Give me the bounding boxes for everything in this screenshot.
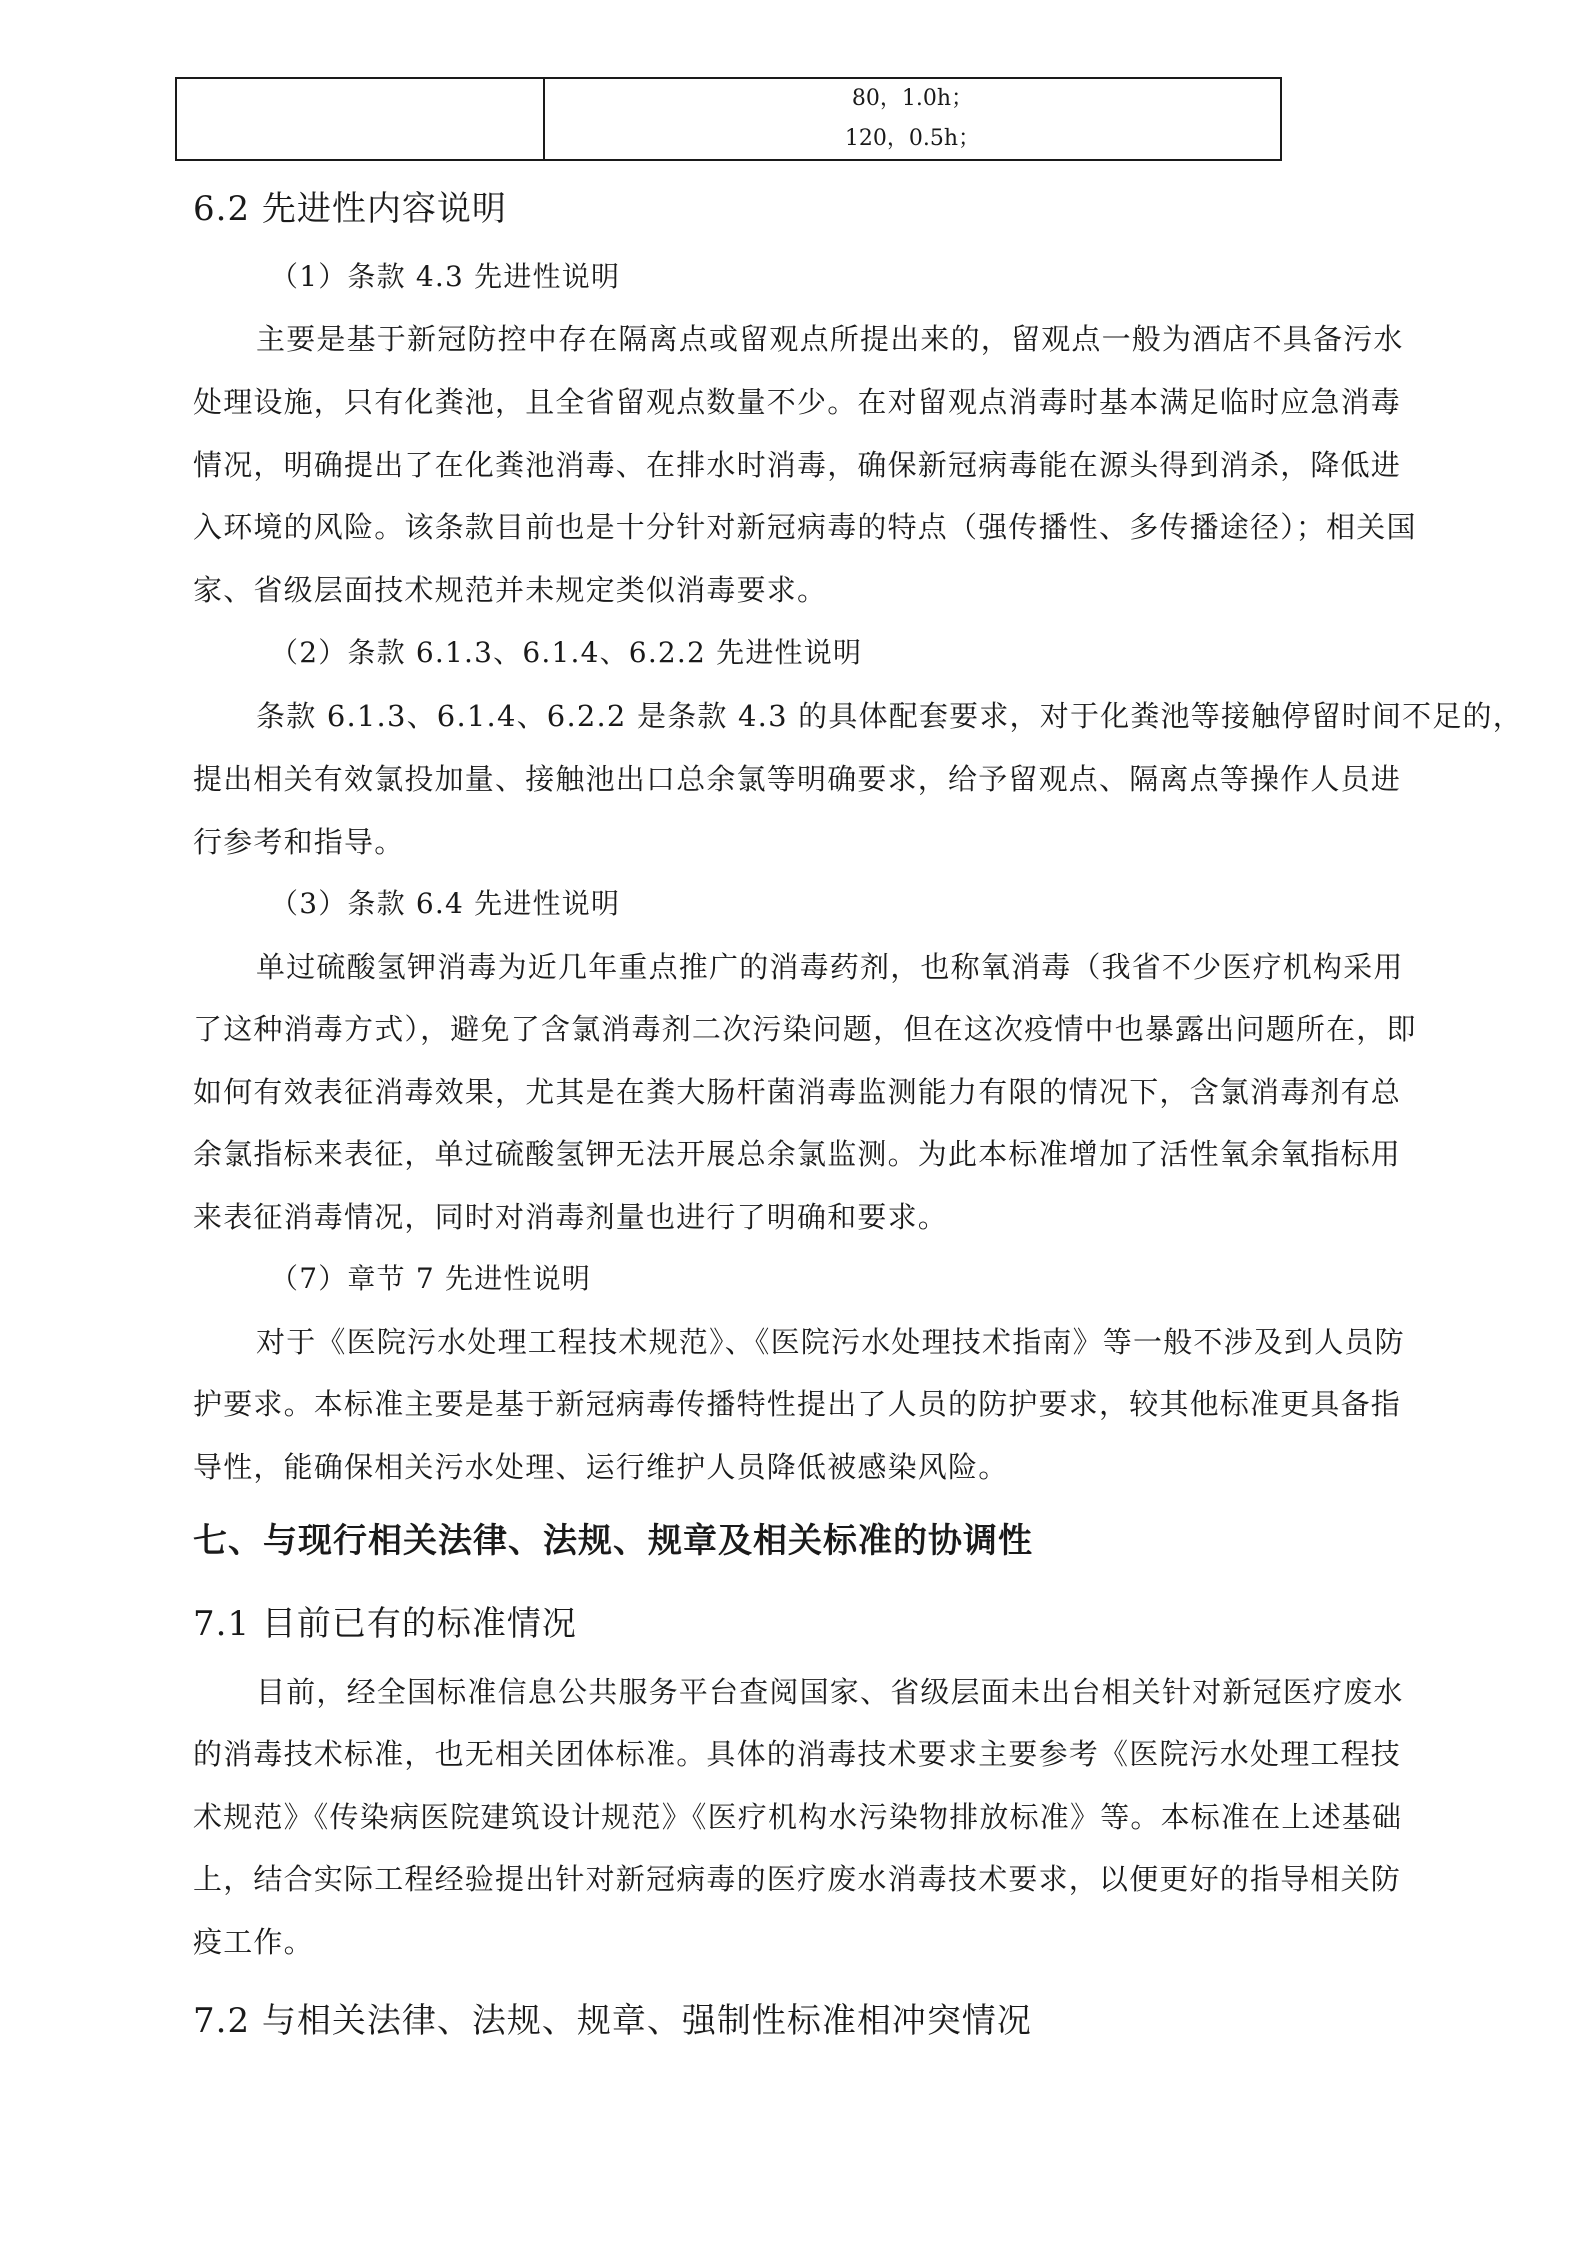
- paragraph-line: 余氯指标来表征，单过硫酸氢钾无法开展总余氯监测。为此本标准增加了活性氧余氧指标用: [193, 1137, 1402, 1171]
- chapter-heading-7: 七、与现行相关法律、法规、规章及相关标准的协调性: [193, 1521, 1033, 1561]
- paragraph-line: 对于《医院污水处理工程技术规范》、《医院污水处理技术指南》等一般不涉及到人员防: [256, 1325, 1405, 1359]
- section-heading-7-1: 7.1 目前已有的标准情况: [193, 1604, 577, 1644]
- section-heading-7-2: 7.2 与相关法律、法规、规章、强制性标准相冲突情况: [193, 2001, 1032, 2041]
- paragraph-line: 来表征消毒情况，同时对消毒剂量也进行了明确和要求。: [193, 1200, 949, 1234]
- paragraph-line: 目前，经全国标准信息公共服务平台查阅国家、省级层面未出台相关针对新冠医疗废水: [256, 1675, 1404, 1709]
- paragraph-line: 了这种消毒方式），避免了含氯消毒剂二次污染问题，但在这次疫情中也暴露出问题所在，即: [193, 1012, 1417, 1046]
- paragraph-line: 条款 6.1.3、6.1.4、6.2.2 是条款 4.3 的具体配套要求，对于化粪池等接触停留时间不足的，: [256, 699, 1523, 733]
- table-cell-empty: [177, 79, 545, 159]
- paragraph-line: 的消毒技术标准，也无相关团体标准。具体的消毒技术要求主要参考《医院污水处理工程技: [193, 1737, 1402, 1771]
- paragraph-line: 行参考和指导。: [193, 825, 405, 859]
- table-fragment: [175, 77, 1282, 161]
- paragraph-line: 导性，能确保相关污水处理、运行维护人员降低被感染风险。: [193, 1450, 1009, 1484]
- paragraph-line: 处理设施，只有化粪池，且全省留观点数量不少。在对留观点消毒时基本满足临时应急消毒: [193, 385, 1402, 419]
- table-cell-values: [545, 79, 1280, 159]
- paragraph-line: 术规范》《传染病医院建筑设计规范》《医疗机构水污染物排放标准》等。本标准在上述基础: [193, 1800, 1403, 1834]
- item-title: （3）条款 6.4 先进性说明: [270, 887, 621, 920]
- paragraph-line: 上，结合实际工程经验提出针对新冠病毒的医疗废水消毒技术要求，以便更好的指导相关防: [193, 1862, 1402, 1896]
- item-title: （7）章节 7 先进性说明: [270, 1262, 592, 1295]
- paragraph-line: 单过硫酸氢钾消毒为近几年重点推广的消毒药剂，也称氧消毒（我省不少医疗机构采用: [256, 950, 1404, 984]
- section-heading-6-2: 6.2 先进性内容说明: [193, 189, 507, 229]
- item-title: （2）条款 6.1.3、6.1.4、6.2.2 先进性说明: [270, 636, 863, 669]
- table-cell-line: 120，0.5h；: [844, 126, 981, 151]
- paragraph-line: 护要求。本标准主要是基于新冠病毒传播特性提出了人员的防护要求，较其他标准更具备指: [193, 1387, 1402, 1421]
- paragraph-line: 主要是基于新冠防控中存在隔离点或留观点所提出来的，留观点一般为酒店不具备污水: [256, 322, 1404, 356]
- item-title: （1）条款 4.3 先进性说明: [270, 260, 621, 293]
- paragraph-line: 如何有效表征消毒效果，尤其是在粪大肠杆菌消毒监测能力有限的情况下，含氯消毒剂有总: [193, 1075, 1402, 1109]
- paragraph-line: 提出相关有效氯投加量、接触池出口总余氯等明确要求，给予留观点、隔离点等操作人员进: [193, 762, 1402, 796]
- paragraph-line: 家、省级层面技术规范并未规定类似消毒要求。: [193, 573, 828, 607]
- paragraph-line: 情况，明确提出了在化粪池消毒、在排水时消毒，确保新冠病毒能在源头得到消杀，降低进: [193, 448, 1402, 482]
- paragraph-line: 疫工作。: [193, 1925, 314, 1959]
- paragraph-line: 入环境的风险。该条款目前也是十分针对新冠病毒的特点（强传播性、多传播途径）；相关国: [193, 510, 1417, 544]
- table-cell-line: 80，1.0h；: [851, 86, 974, 111]
